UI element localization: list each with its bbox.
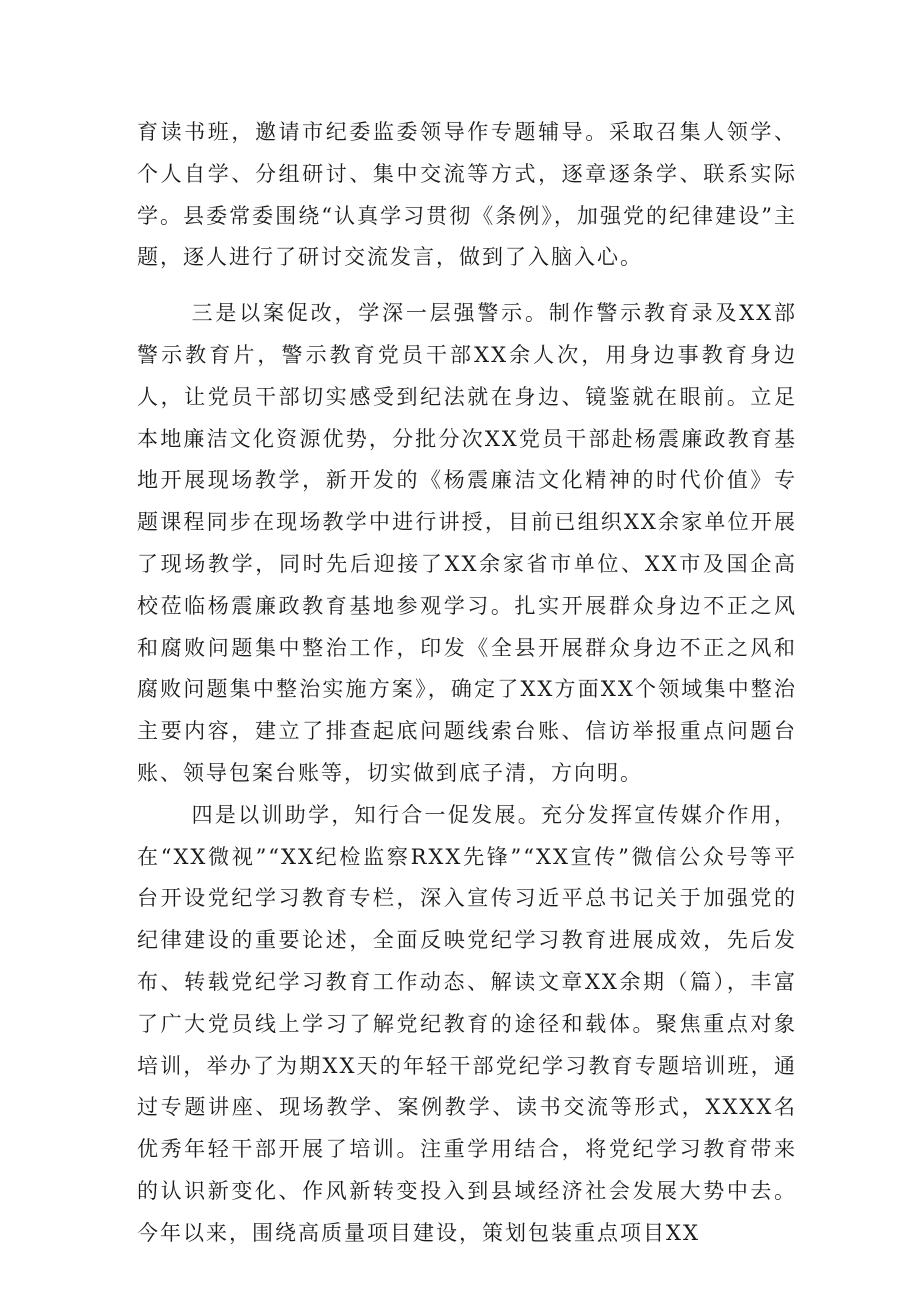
paragraph-3: 四是以训助学，知行合一促发展。充分发挥宣传媒介作用，在“XX微视”“XX纪检监察RXX先锋”“XX宣传”微信公众号等平台开设党纪学习教育专栏，深入宣传习近平总书记关于加强党的纪律建设的重要论述，全面反映党纪学习教育进展成效，先后发布、转载党纪学习教育工作动态、解读文章XX余期（篇），丰富了广大党员线上学习了解党纪教育的途径和载体。聚焦重点对象培训，举办了为期XX天的年轻干部党纪学习教育专题培训班，通过专题讲座、现场教学、案例教学、读书交流等形式，XXXX名优秀年轻干部开展了培训。注重学用结合，将党纪学习教育带来的认识新变化、作风新转变投入到县域经济社会发展大势中去。今年以来，围绕高质量项目建设，策划包装重点项目XX bbox=[137, 802, 797, 1245]
document-body bbox=[137, 112, 797, 1255]
paragraph-gap bbox=[137, 279, 797, 293]
paragraph-1: 育读书班，邀请市纪委监委领导作专题辅导。采取召集人领学、个人自学、分组研讨、集中交流等方式，逐章逐条学、联系实际学。县委常委围绕“认真学习贯彻《条例》，加强党的纪律建设”主题，逐人进行了研讨交流发言，做到了入脑入心。 bbox=[137, 120, 797, 270]
paragraph-2: 三是以案促改，学深一层强警示。制作警示教育录及XX部警示教育片，警示教育党员干部XX余人次，用身边事教育身边人，让党员干部切实感受到纪法就在身边、镜鉴就在眼前。立足本地廉洁文化资源优势，分批分次XX党员干部赴杨震廉政教育基地开展现场教学，新开发的《杨震廉洁文化精神的时代价值》专题课程同步在现场教学中进行讲授，目前已组织XX余家单位开展了现场教学，同时先后迎接了XX余家省市单位、XX市及国企高校莅临杨震廉政教育基地参观学习。扎实开展群众身边不正之风和腐败问题集中整治工作，印发《全县开展群众身边不正之风和腐败问题集中整治实施方案》，确定了XX方面XX个领域集中整治主要内容，建立了排查起底问题线索台账、信访举报重点问题台账、领导包案台账等，切实做到底子清，方向明。 bbox=[137, 301, 797, 785]
